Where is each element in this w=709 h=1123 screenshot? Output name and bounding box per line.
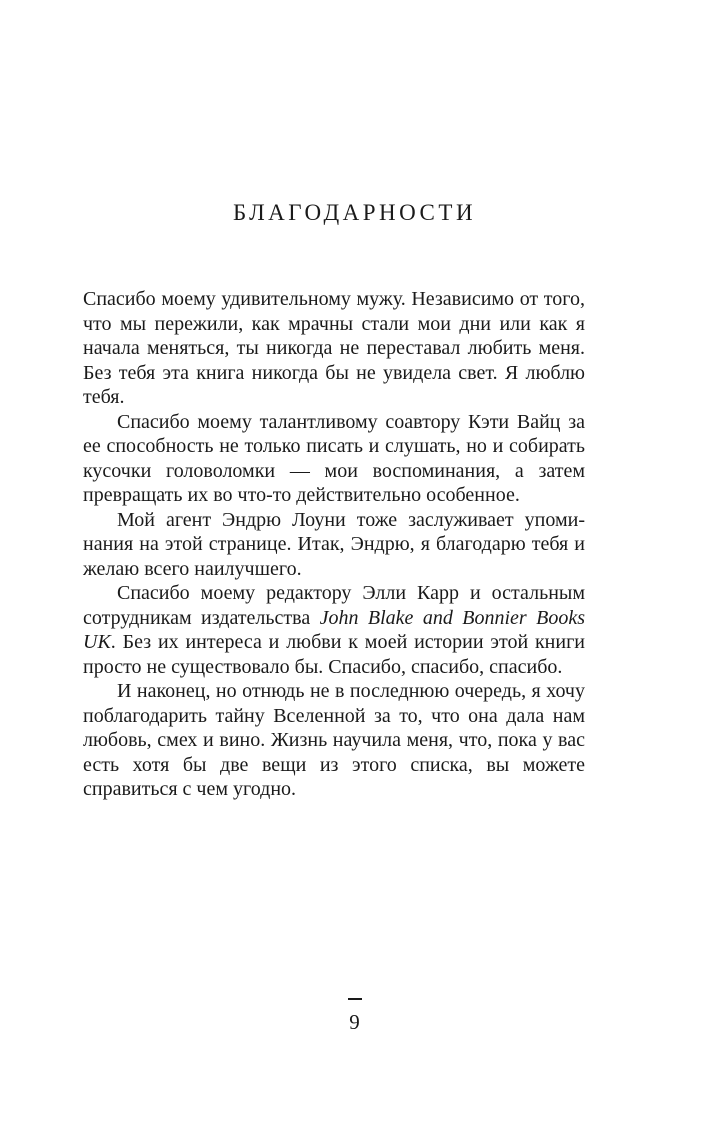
paragraph-editor-start: Спасибо моему редактору Элли Карр и остальным сотрудникам издательства	[83, 582, 585, 629]
page-footer	[0, 998, 709, 1034]
paragraph-agent: Мой агент Эндрю Лоуни тоже заслуживает упоминания на этой странице. Итак, Эндрю, я благодарю тебя и желаю всего наилучшего.	[83, 508, 585, 580]
publisher-name: John Blake and Bonnier Books UK	[83, 606, 585, 653]
paragraph-coauthor: Спасибо моему талантливому соавтору Кэти Вайц за ее способность не только писать и слушать, но и собирать кусочки головоломки — мои воспоминания, а затем превращать их во что-то действительно особенное.	[83, 410, 585, 506]
paragraph-editor	[83, 581, 585, 679]
paragraph-editor-end: . Без их интереса и любви к моей истории этой книги просто не существовало бы. Спасибо, спасибо, спасибо.	[83, 631, 585, 678]
acknowledgments-text	[83, 287, 585, 802]
paragraph-husband: Спасибо моему удивительному мужу. Независимо от того, что мы пережили, как мрачны стали мои дни или как я начала меняться, ты никогда не переставал любить меня. Без тебя эта книга никогда бы не увидела свет. Я люблю тебя.	[83, 288, 585, 408]
footer-rule	[348, 998, 362, 1000]
paragraph-universe: И наконец, но отнюдь не в последнюю очередь, я хочу поблагодарить тайну Вселенной за то, что она дала нам любовь, смех и вино. Жизнь научила меня, что, пока у вас есть хотя бы две вещи из этого списка, вы можете справиться с чем угодно.	[83, 680, 585, 800]
page-title: БЛАГОДАРНОСТИ	[232, 200, 477, 225]
page-number: 9	[349, 1009, 360, 1034]
